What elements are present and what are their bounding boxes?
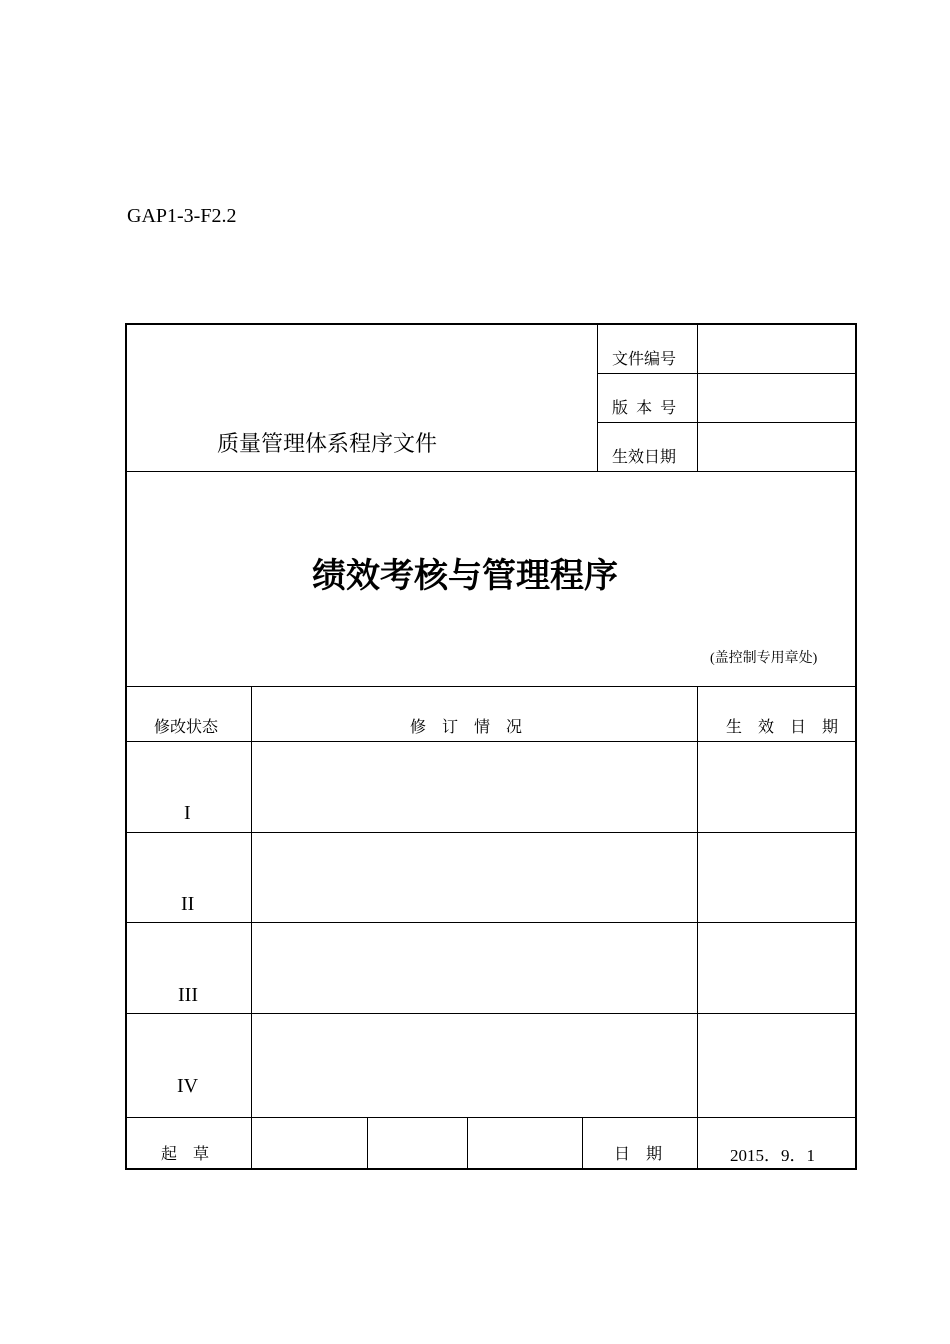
system-title: 质量管理体系程序文件 (217, 432, 438, 457)
footer-date-label: 日 期 (614, 1144, 663, 1163)
footer-col-line-2 (467, 1117, 468, 1168)
effective-date-label: 生效日期 (612, 447, 677, 466)
rev-status-2: II (181, 893, 195, 915)
header-bottom-line (126, 471, 856, 472)
rev-row-line-3 (126, 1013, 856, 1014)
procedure-title: 绩效考核与管理程序 (312, 556, 618, 596)
rev-status-4: IV (177, 1075, 199, 1097)
stamp-note: (盖控制专用章处) (710, 651, 818, 666)
header-divider-1 (597, 324, 598, 471)
title-bottom-line (126, 686, 856, 687)
footer-col-line-1 (367, 1117, 368, 1168)
rev-col-line-2 (697, 686, 698, 1168)
rev-header-date: 生 效 日 期 (726, 717, 839, 736)
file-number-label: 文件编号 (612, 349, 677, 368)
header-row-line-1 (597, 373, 856, 374)
rev-header-line (126, 741, 856, 742)
footer-col-line-3 (582, 1117, 583, 1168)
version-label: 版 本 号 (612, 398, 677, 417)
rev-row-line-2 (126, 922, 856, 923)
rev-status-3: III (178, 984, 198, 1006)
footer-date-value: 2015．9．1 (730, 1146, 815, 1165)
header-row-line-2 (597, 422, 856, 423)
rev-row-line-1 (126, 832, 856, 833)
rev-header-status: 修改状态 (154, 717, 219, 736)
rev-header-description: 修 订 情 况 (410, 717, 523, 736)
draft-label: 起 草 (161, 1144, 210, 1163)
rev-col-line-1 (251, 686, 252, 1168)
header-divider-2 (697, 324, 698, 471)
document-code: GAP1-3-F2.2 (127, 205, 237, 227)
rev-status-1: I (184, 802, 191, 824)
rev-row-line-4 (126, 1117, 856, 1118)
